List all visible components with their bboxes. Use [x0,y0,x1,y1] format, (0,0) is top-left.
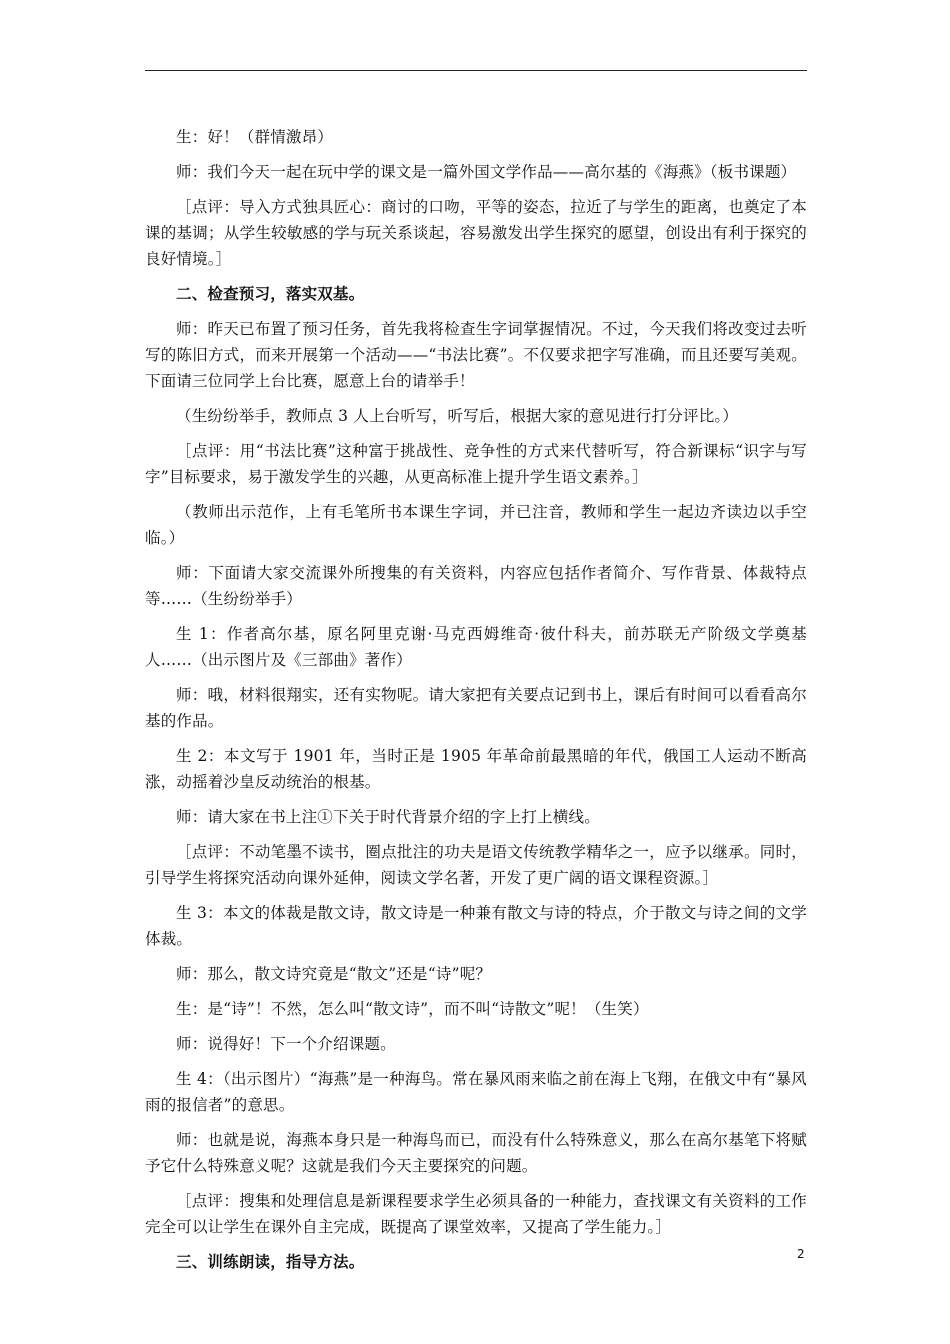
paragraph: ［点评：导入方式独具匠心：商讨的口吻，平等的姿态，拉近了与学生的距离，也奠定了本课的基调；从学生较敏感的学与玩关系谈起，容易激发出学生探究的愿望，创设出有利于探究的良好情境。］ [145,198,807,268]
paragraph: ［点评：用“书法比赛”这种富于挑战性、竞争性的方式来代替听写，符合新课标“识字与写字”目标要求，易于激发学生的兴趣，从更高标准上提升学生语文素养。］ [145,442,807,486]
paragraph: 生 2：本文写于 1901 年，当时正是 1905 年革命前最黑暗的年代，俄国工人运动不断高涨，动摇着沙皇反动统治的根基。 [145,747,807,791]
paragraph: 师：哦，材料很翔实，还有实物呢。请大家把有关要点记到书上，课后有时间可以看看高尔基的作品。 [145,686,807,730]
document-body [145,124,807,1284]
paragraph: 生 4：（出示图片）“海燕”是一种海鸟。常在暴风雨来临之前在海上飞翔，在俄文中有“暴风雨的报信者”的意思。 [145,1070,807,1114]
paragraph: （生纷纷举手，教师点 3 人上台听写，听写后，根据大家的意见进行打分评比。） [176,407,739,425]
paragraph: 师：下面请大家交流课外所搜集的有关资料，内容应包括作者简介、写作背景、体裁特点等……（生纷纷举手） [145,564,807,608]
paragraph: 生：好！（群情激昂） [176,128,334,146]
paragraph: 师：说得好！下一个介绍课题。 [176,1035,396,1053]
paragraph: 生：是“诗”！不然，怎么叫“散文诗”，而不叫“诗散文”呢！（生笑） [176,1000,649,1018]
header-rule [145,70,807,71]
paragraph: ［点评：不动笔墨不读书，圈点批注的功夫是语文传统教学精华之一，应予以继承。同时，引导学生将探究活动向课外延伸，阅读文学名著，开发了更广阔的语文课程资源。］ [145,843,807,887]
paragraph: 师：昨天已布置了预习任务，首先我将检查生字词掌握情况。不过，今天我们将改变过去听写的陈旧方式，而来开展第一个活动——“书法比赛”。不仅要求把字写准确，而且还要写美观。下面请三位同学上台比赛，愿意上台的请举手！ [145,320,807,390]
section-heading: 三、训练朗读，指导方法。 [176,1252,365,1271]
section-heading: 二、检查预习，落实双基。 [176,284,365,303]
paragraph: 生 1：作者高尔基，原名阿里克谢·马克西姆维奇·彼什科夫，前苏联无产阶级文学奠基人……（出示图片及《三部曲》著作） [145,625,807,669]
paragraph: ［点评：搜集和处理信息是新课程要求学生必须具备的一种能力，查找课文有关资料的工作完全可以让学生在课外自主完成，既提高了课堂效率，又提高了学生能力。］ [145,1192,807,1236]
paragraph: 师：那么，散文诗究竟是“散文”还是“诗”呢？ [176,965,492,983]
paragraph: 师：我们今天一起在玩中学的课文是一篇外国文学作品——高尔基的《海燕》（板书课题） [176,163,797,181]
paragraph: 师：请大家在书上注①下关于时代背景介绍的字上打上横线。 [176,808,600,826]
paragraph: （教师出示范作，上有毛笔所书本课生字词，并已注音，教师和学生一起边齐读边以手空临。） [145,503,807,547]
paragraph: 师：也就是说，海燕本身只是一种海鸟而已，而没有什么特殊意义，那么在高尔基笔下将赋予它什么特殊意义呢？这就是我们今天主要探究的问题。 [145,1131,807,1175]
paragraph: 生 3：本文的体裁是散文诗，散文诗是一种兼有散文与诗的特点，介于散文与诗之间的文学体裁。 [145,904,807,948]
page-number: 2 [797,1247,805,1261]
